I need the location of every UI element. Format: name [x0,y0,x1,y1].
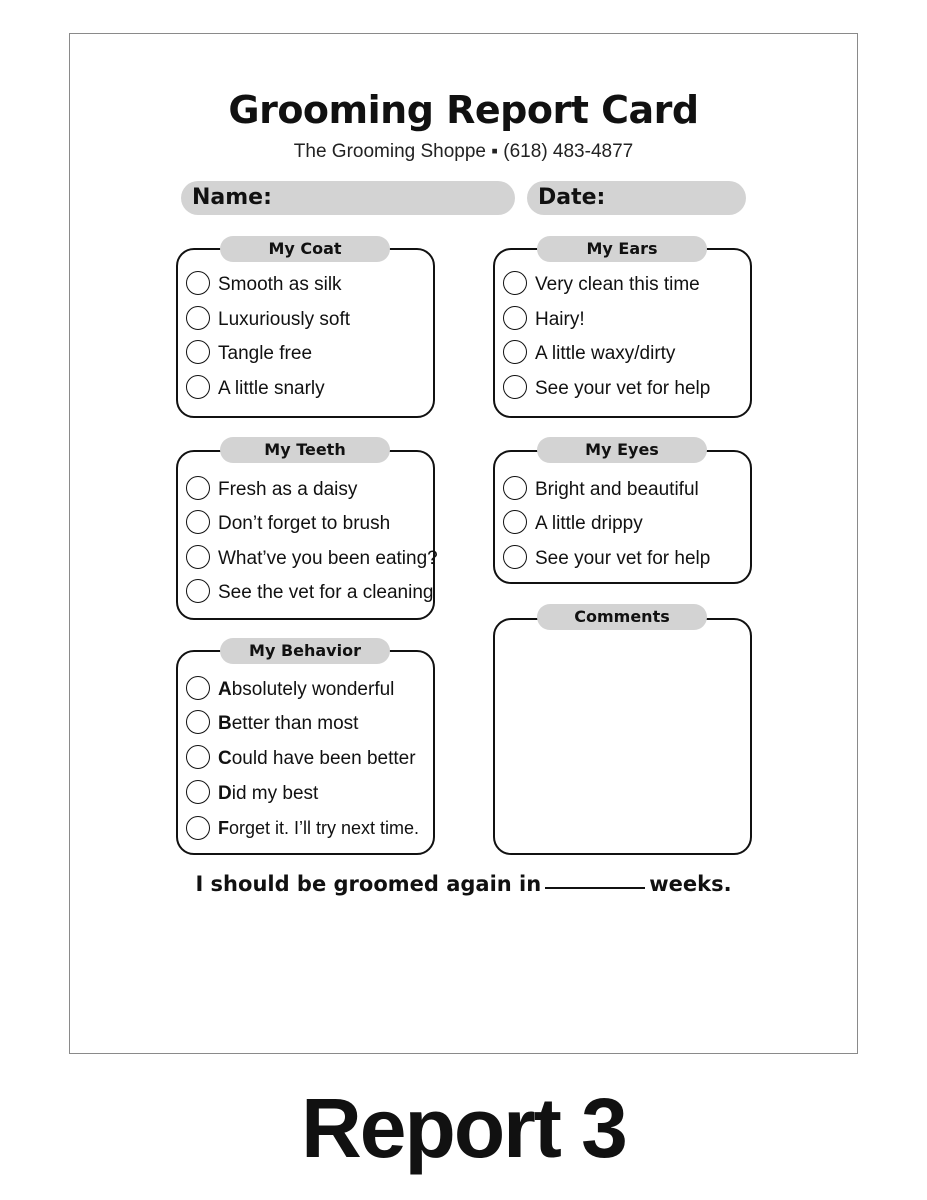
name-label: Name: [192,185,272,210]
coat-section [176,248,435,418]
regroom-text-after: weeks. [649,872,732,896]
eyes-option[interactable]: Bright and beautiful [503,477,699,503]
behavior-heading: My Behavior [220,638,390,664]
radio-circle-icon[interactable] [503,510,527,534]
behavior-option[interactable]: Better than most [186,711,358,737]
radio-circle-icon[interactable] [186,510,210,534]
behavior-option[interactable]: Did my best [186,781,318,807]
comments-heading: Comments [537,604,707,630]
ears-section [493,248,752,418]
page-title: Grooming Report Card [228,88,699,132]
ears-option[interactable]: See your vet for help [503,376,710,402]
teeth-option[interactable]: Don’t forget to brush [186,511,390,537]
radio-circle-icon[interactable] [186,816,210,840]
radio-circle-icon[interactable] [503,545,527,569]
eyes-section [493,450,752,584]
radio-circle-icon[interactable] [186,545,210,569]
regroom-sentence [0,872,927,896]
ears-option[interactable]: Hairy! [503,307,585,333]
ears-option[interactable]: A little waxy/dirty [503,341,675,367]
teeth-option[interactable]: Fresh as a daisy [186,477,357,503]
behavior-option[interactable]: Forget it. I’ll try next time. [186,815,419,841]
eyes-option[interactable]: A little drippy [503,511,643,537]
date-field[interactable] [527,181,746,215]
coat-option[interactable]: Tangle free [186,341,312,367]
coat-heading: My Coat [220,236,390,262]
radio-circle-icon[interactable] [186,375,210,399]
name-field[interactable] [181,181,515,215]
report-label: Report 3 [301,1081,626,1175]
radio-circle-icon[interactable] [503,375,527,399]
radio-circle-icon[interactable] [186,745,210,769]
shop-info: The Grooming Shoppe ▪ (618) 483-4877 [293,141,634,162]
date-label: Date: [538,185,606,210]
weeks-blank[interactable] [545,887,645,889]
radio-circle-icon[interactable] [503,340,527,364]
radio-circle-icon[interactable] [186,579,210,603]
teeth-option[interactable]: See the vet for a cleaning [186,580,433,606]
teeth-heading: My Teeth [220,437,390,463]
ears-heading: My Ears [537,236,707,262]
radio-circle-icon[interactable] [503,306,527,330]
radio-circle-icon[interactable] [186,710,210,734]
radio-circle-icon[interactable] [186,271,210,295]
radio-circle-icon[interactable] [186,780,210,804]
radio-circle-icon[interactable] [503,271,527,295]
radio-circle-icon[interactable] [503,476,527,500]
behavior-option[interactable]: Absolutely wonderful [186,677,394,703]
ears-option[interactable]: Very clean this time [503,272,700,298]
radio-circle-icon[interactable] [186,476,210,500]
radio-circle-icon[interactable] [186,340,210,364]
coat-option[interactable]: Smooth as silk [186,272,342,298]
coat-option[interactable]: Luxuriously soft [186,307,350,333]
radio-circle-icon[interactable] [186,676,210,700]
regroom-text-before: I should be groomed again in [195,872,542,896]
radio-circle-icon[interactable] [186,306,210,330]
eyes-option[interactable]: See your vet for help [503,546,710,572]
behavior-section [176,650,435,855]
coat-option[interactable]: A little snarly [186,376,325,402]
eyes-heading: My Eyes [537,437,707,463]
teeth-option[interactable]: What’ve you been eating? [186,546,438,572]
teeth-section [176,450,438,620]
behavior-option[interactable]: Could have been better [186,746,416,772]
comments-box[interactable] [493,618,752,855]
